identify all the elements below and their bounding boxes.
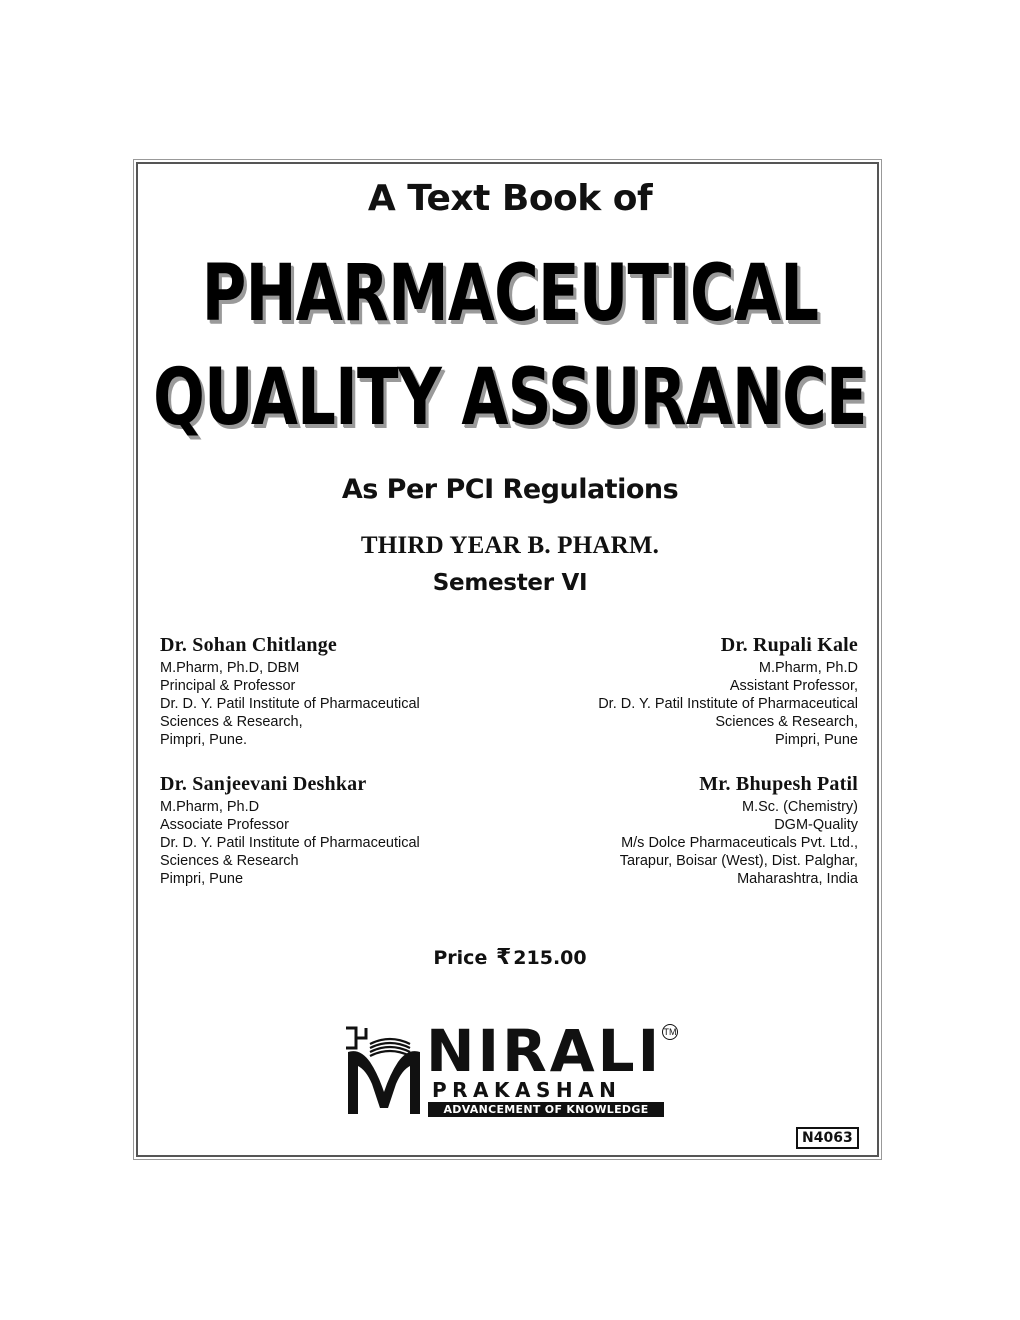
price bbox=[0, 945, 1020, 970]
author-block bbox=[160, 633, 420, 749]
author-name: Dr. Sohan Chitlange bbox=[160, 634, 337, 656]
author-line: Tarapur, Boisar (West), Dist. Palghar, bbox=[619, 853, 858, 869]
regulations-subtitle: As Per PCI Regulations bbox=[341, 474, 679, 505]
author-line: Principal & Professor bbox=[160, 678, 296, 694]
publisher-logo bbox=[340, 1017, 680, 1122]
author-line: M.Sc. (Chemistry) bbox=[742, 799, 858, 815]
author-line: Sciences & Research bbox=[160, 853, 299, 869]
author-line: DGM-Quality bbox=[774, 817, 858, 833]
publisher-name: NIRALI bbox=[426, 1017, 663, 1085]
rupee-symbol: ₹ bbox=[495, 945, 512, 970]
semester: Semester VI bbox=[432, 570, 588, 596]
author-line: Assistant Professor, bbox=[729, 678, 858, 694]
author-line: M.Pharm, Ph.D bbox=[758, 660, 858, 676]
author-line: Pimpri, Pune bbox=[774, 732, 858, 748]
author-line: Pimpri, Pune. bbox=[160, 732, 248, 748]
author-line: Dr. D. Y. Patil Institute of Pharmaceutical bbox=[160, 696, 420, 712]
author-block bbox=[160, 772, 420, 888]
author-line: M.Pharm, Ph.D, DBM bbox=[160, 660, 300, 676]
price-amount: 215.00 bbox=[513, 947, 587, 969]
author-name: Mr. Bhupesh Patil bbox=[699, 773, 858, 795]
author-line: Dr. D. Y. Patil Institute of Pharmaceutical bbox=[598, 696, 858, 712]
author-line: Pimpri, Pune bbox=[160, 871, 244, 887]
publisher-sub: PRAKASHAN bbox=[432, 1078, 622, 1102]
title-line-2: QUALITY ASSURANCE bbox=[153, 353, 867, 443]
publisher-tagline: ADVANCEMENT OF KNOWLEDGE bbox=[428, 1102, 664, 1117]
pre-title: A Text Book of bbox=[367, 178, 653, 219]
author-line: Associate Professor bbox=[160, 817, 289, 833]
author-name: Dr. Rupali Kale bbox=[720, 634, 858, 656]
author-line: M/s Dolce Pharmaceuticals Pvt. Ltd., bbox=[621, 835, 858, 851]
book-code: N4063 bbox=[796, 1127, 859, 1149]
author-line: Dr. D. Y. Patil Institute of Pharmaceutical bbox=[160, 835, 420, 851]
author-block bbox=[620, 772, 858, 888]
title-line-1: PHARMACEUTICAL bbox=[201, 249, 819, 339]
author-line: Sciences & Research, bbox=[715, 714, 858, 730]
open-book-logo-icon bbox=[340, 1022, 428, 1118]
author-line: M.Pharm, Ph.D bbox=[160, 799, 260, 815]
price-label: Price bbox=[433, 947, 488, 969]
author-line: Maharashtra, India bbox=[737, 871, 858, 887]
author-block bbox=[598, 633, 858, 749]
author-name: Dr. Sanjeevani Deshkar bbox=[160, 773, 367, 795]
trademark-icon: TM bbox=[662, 1024, 678, 1040]
author-line: Sciences & Research, bbox=[160, 714, 303, 730]
course-year: THIRD YEAR B. PHARM. bbox=[360, 532, 660, 559]
